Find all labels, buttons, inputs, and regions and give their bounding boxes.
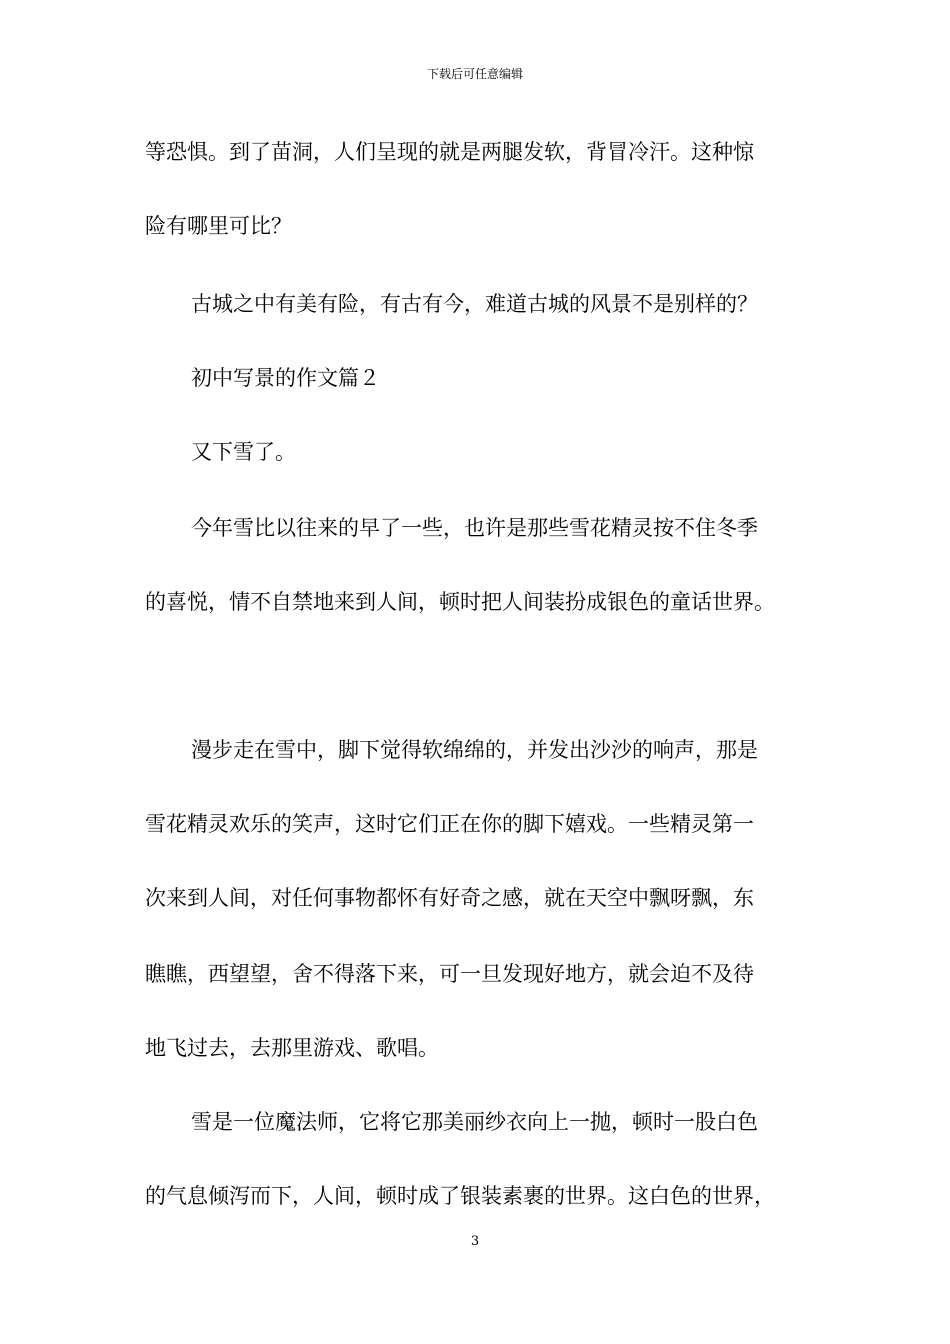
page-number: 3 (470, 1234, 480, 1249)
body-line: 雪是一位魔法师，它将它那美丽纱衣向上一抛，顿时一股白色 (191, 1110, 758, 1134)
body-line: 的气息倾泻而下，人间，顿时成了银装素裹的世界。这白色的世界， (145, 1184, 775, 1208)
body-line: 雪花精灵欢乐的笑声，这时它们正在你的脚下嬉戏。一些精灵第一 (145, 812, 754, 836)
body-line: 又下雪了。 (191, 440, 296, 464)
page-header: 下载后可任意编辑 (426, 67, 523, 81)
body-line: 次来到人间，对任何事物都怀有好奇之感，就在天空中飘呀飘，东 (145, 886, 754, 910)
body-line: 今年雪比以往来的早了一些，也许是那些雪花精灵按不住冬季 (191, 516, 758, 540)
body-line: 的喜悦，情不自禁地来到人间，顿时把人间装扮成银色的童话世界。 (145, 590, 775, 614)
body-line: 等恐惧。到了苗洞，人们呈现的就是两腿发软，背冒冷汗。这种惊 (145, 140, 754, 164)
body-line: 瞧瞧，西望望，舍不得落下来，可一旦发现好地方，就会迫不及待 (145, 962, 754, 986)
body-line: 险有哪里可比？ (145, 214, 292, 238)
body-line: 漫步走在雪中，脚下觉得软绵绵的，并发出沙沙的响声，那是 (191, 738, 758, 762)
body-line: 地飞过去，去那里游戏、歌唱。 (145, 1036, 439, 1060)
section-heading: 初中写景的作文篇２ (191, 366, 380, 390)
body-line: 古城之中有美有险，有古有今，难道古城的风景不是别样的？ (191, 292, 758, 316)
